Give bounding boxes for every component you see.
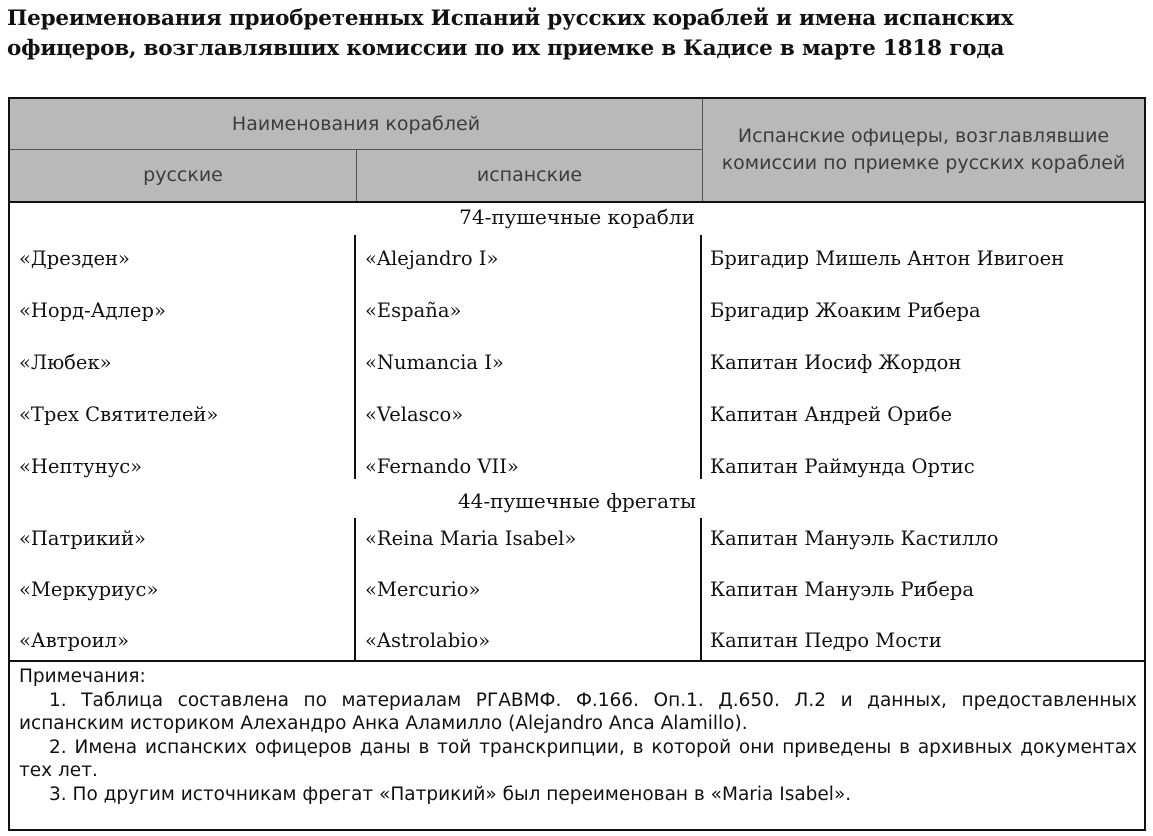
notes-divider — [10, 660, 1144, 662]
header-column-divider — [356, 150, 357, 201]
russian-name: «Патрикий» — [19, 526, 146, 550]
table-row — [10, 614, 1144, 666]
header-column-divider — [702, 99, 703, 201]
section-title: 74-пушечные корабли — [459, 205, 695, 229]
note-item: 2. Имена испанских офицеров даны в той транскрипции, в которой они приведены в архивных документах тех лет. — [19, 736, 1137, 781]
spanish-name: «Velasco» — [365, 402, 464, 426]
russian-name: «Нептунус» — [19, 454, 143, 478]
page-title: Переименования приобретенных Испаний русских кораблей и имена испанских офицеров, возглавлявших комиссии по их приемке в Кадисе в марте 1818 года — [7, 6, 1014, 61]
table-row — [10, 336, 1144, 388]
header-spanish: испанские — [476, 164, 583, 186]
notes-title: Примечания: — [19, 666, 146, 687]
table-row — [10, 563, 1144, 615]
notes-block — [19, 665, 1137, 806]
table-header — [10, 99, 1144, 203]
note-item: 3. По другим источникам фрегат «Патрикий» был переименован в «Maria Isabel». — [49, 783, 852, 805]
table-row — [10, 232, 1144, 284]
officer-name: Капитан Иосиф Жордон — [710, 350, 962, 374]
officer-name: Капитан Мануэль Кастилло — [710, 526, 999, 550]
table-row — [10, 440, 1144, 492]
header-russian: русские — [143, 164, 223, 186]
spanish-name: «Mercurio» — [365, 577, 481, 601]
header-ship-names: Наименования кораблей — [231, 112, 481, 135]
officer-name: Капитан Педро Мости — [710, 628, 942, 652]
ships-table — [8, 97, 1146, 831]
spanish-name: «España» — [365, 298, 462, 322]
note-item: 1. Таблица составлена по материалам РГАВМФ. Ф.166. Оп.1. Д.650. Л.2 и данных, предоставленных испанским историком Алехандро Анка Аламилло (Alejandro Anca Alamillo). — [19, 689, 1137, 734]
officer-name: Капитан Раймунда Ортис — [710, 454, 975, 478]
spanish-name: «Fernando VII» — [365, 454, 519, 478]
russian-name: «Трех Святителей» — [19, 402, 219, 426]
russian-name: «Дрезден» — [19, 246, 130, 270]
officer-name: Бригадир Мишель Антон Ивигоен — [710, 246, 1065, 270]
spanish-name: «Astrolabio» — [365, 628, 491, 652]
header-officers: Испанские офицеры, возглавлявшие комиссии по приемке русских кораблей — [721, 125, 1126, 174]
spanish-name: «Alejandro I» — [365, 246, 499, 270]
russian-name: «Автроил» — [19, 628, 130, 652]
officer-name: Бригадир Жоаким Рибера — [710, 298, 981, 322]
spanish-name: «Numancia I» — [365, 350, 504, 374]
table-row — [10, 512, 1144, 564]
spanish-name: «Reina Maria Isabel» — [365, 526, 577, 550]
russian-name: «Меркуриус» — [19, 577, 159, 601]
russian-name: «Любек» — [19, 350, 112, 374]
officer-name: Капитан Андрей Орибе — [710, 402, 953, 426]
section-title: 44-пушечные фрегаты — [457, 489, 697, 513]
table-row — [10, 284, 1144, 336]
table-row — [10, 388, 1144, 440]
russian-name: «Норд-Адлер» — [19, 298, 166, 322]
officer-name: Капитан Мануэль Рибера — [710, 577, 975, 601]
